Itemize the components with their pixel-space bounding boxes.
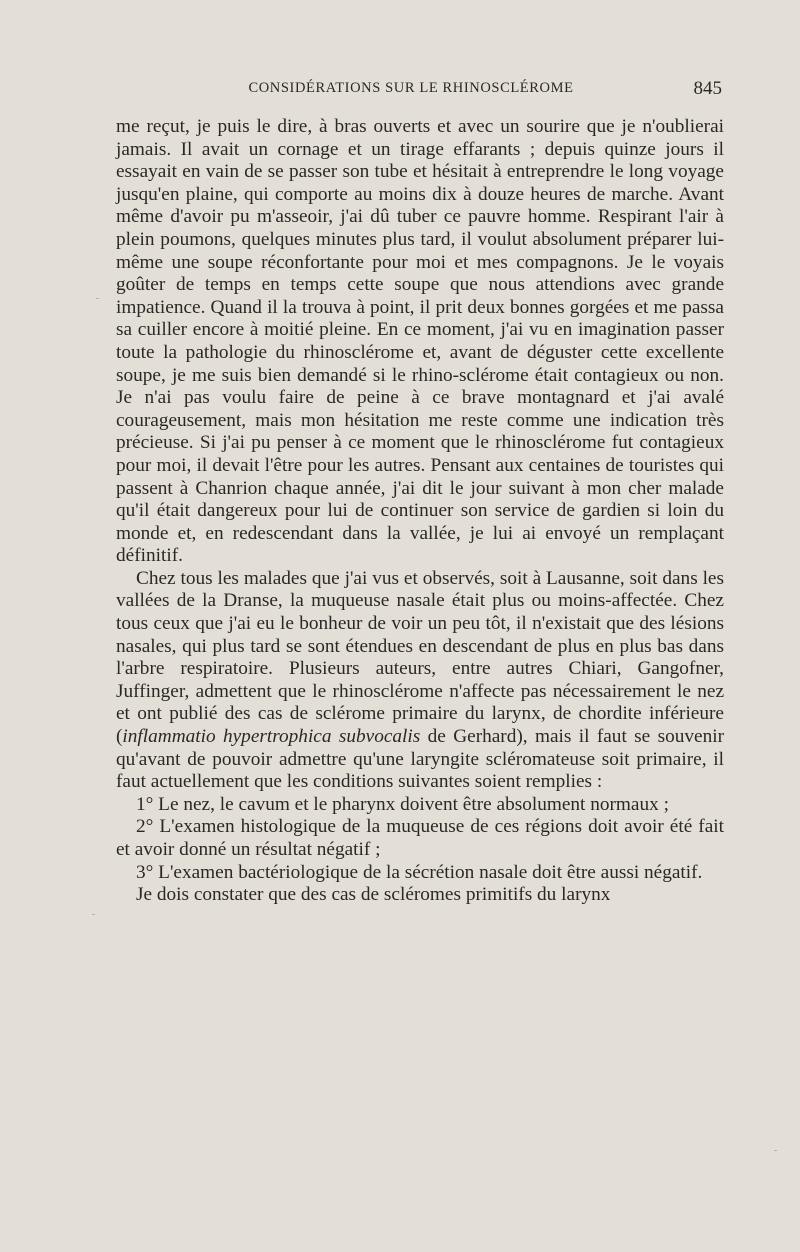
paragraph-2-end: de Gerhard), mais il faut se souvenir qu'avant de pouvoir admettre qu'une laryngite scléromateuse soit primaire, il faut actuellement que les conditions suivantes soient remplies : [116,726,724,793]
condition-3: 3° L'examen bactériologique de la sécrétion nasale doit être aussi négatif. [136,861,703,883]
page-number: 845 [693,78,722,99]
paragraph-2-start: Chez tous les malades que j'ai vus et observés, soit à Lausanne, soit dans les vallées de la Dranse, la muqueuse nasale était plus ou moins-affectée. Chez tous ceux que j'ai eu le bonheur de voir un peu tôt, il n'existait que des lésions nasales, qui plus tard se sont étendues en descendant de plus en plus bas dans l'arbre respiratoire. Plusieurs auteurs, entre autres Chiari, Gangofner, Juffinger, admettent que le rhinosclérome n'affecte pas nécessairement le nez et ont publié des cas de sclérome primaire du larynx, de chordite inférieure ( [116,567,724,748]
condition-2: 2° L'examen histologique de la muqueuse de ces régions doit avoir été fait et avoir donné un résultat négatif ; [116,816,724,860]
condition-1: 1° Le nez, le cavum et le pharynx doivent être absolument normaux ; [136,793,669,815]
paper-speck [774,1150,777,1151]
paragraph-1: me reçut, je puis le dire, à bras ouverts et avec un sourire que je n'oublierai jamais. Il avait un cornage et un tirage effarants ; depuis quinze jours il essayait en vain de se passer son tube et hésitait à entreprendre le long voyage jusqu'en plaine, qui comporte au moins dix à douze heures de marche. Avant même d'avoir pu m'asseoir, j'ai dû tuber ce pauvre homme. Respirant l'air à plein poumons, quelques minutes plus tard, il voulut absolument préparer lui-même une soupe réconfortante pour moi et mes compagnons. Je le voyais goûter de temps en temps cette soupe que nous attendions avec grande impatience. Quand il la trouva à point, il prit deux bonnes gorgées et me passa sa cuiller encore à moitié pleine. En ce moment, j'ai vu en imagination passer toute la pathologie du rhinosclérome et, avant de déguster cette excellente soupe, je me suis bien demandé si le rhino-sclérome était contagieux ou non. Je n'ai pas voulu faire de peine à ce brave montagnard et j'ai avalé courageusement, mais mon hésitation me reste comme une indication très précieuse. Si j'ai pu penser à ce moment que le rhinosclérome fut contagieux pour moi, il devait l'être pour les autres. Pensant aux centaines de touristes qui passent à Chanrion chaque année, j'ai dit le jour suivant à mon cher malade qu'il était dangereux pour lui de continuer son service de gardien si loin du monde et, en redescendant dans la vallée, je lui ai envoyé un remplaçant définitif. [116,116,724,567]
paper-speck [92,914,95,915]
running-head [100,80,722,104]
paper-speck [96,298,99,299]
paragraph-2 [116,568,724,794]
body-text [116,116,724,907]
running-title: CONSIDÉRATIONS SUR LE RHINOSCLÉROME [248,80,574,96]
paragraph-final: Je dois constater que des cas de scléromes primitifs du larynx [136,884,611,906]
italic-latin-term: inflammatio hypertrophica subvocalis [122,726,421,748]
